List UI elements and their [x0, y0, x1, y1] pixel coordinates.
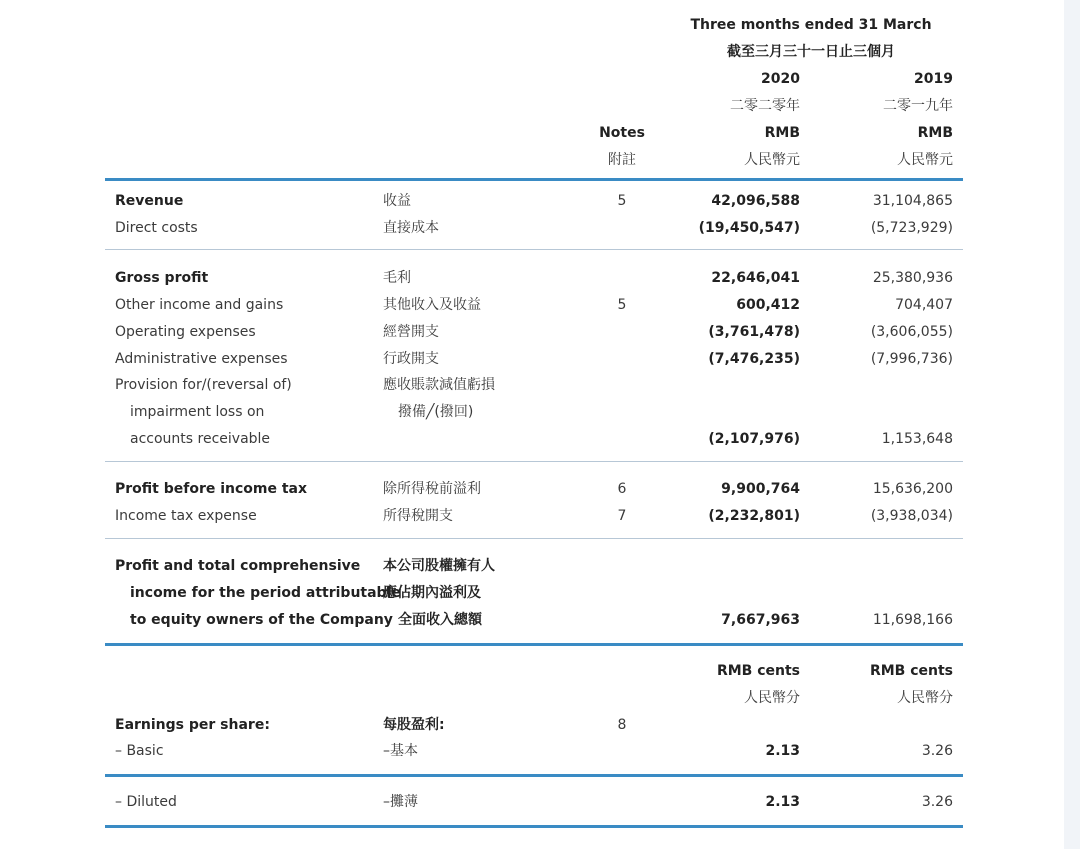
other-income-label-zh: 其他收入及收益	[383, 297, 481, 313]
admin-expenses-label-zh: 行政開支	[383, 351, 439, 367]
profit-total-2019: 11,698,166	[872, 612, 953, 628]
operating-expenses-label: Operating expenses	[115, 324, 256, 340]
eps-diluted-label: – Diluted	[115, 794, 177, 810]
profit-total-label-zh-line1: 本公司股權擁有人	[383, 558, 495, 574]
admin-expenses-2019: (7,996,736)	[870, 351, 953, 367]
profit-before-tax-2020: 9,900,764	[721, 481, 800, 497]
revenue-label: Revenue	[115, 193, 184, 209]
gross-profit-2020: 22,646,041	[711, 270, 800, 286]
direct-costs-label-zh: 直接成本	[383, 220, 439, 236]
provision-label-line2: impairment loss on	[130, 404, 265, 420]
direct-costs-2020: (19,450,547)	[698, 220, 800, 236]
profit-total-label-line3: to equity owners of the Company	[130, 612, 393, 628]
other-income-note: 5	[617, 297, 627, 313]
year-2020-header-zh: 二零二零年	[730, 98, 800, 114]
income-tax-label-zh: 所得稅開支	[383, 508, 453, 524]
provision-label-line3: accounts receivable	[130, 431, 271, 447]
header-rule	[105, 178, 963, 181]
revenue-note: 5	[617, 193, 627, 209]
bottom-rule	[105, 825, 963, 828]
currency-2019-header: RMB	[917, 125, 953, 141]
divider	[105, 461, 963, 462]
other-income-2020: 600,412	[736, 297, 800, 313]
provision-label-zh-line2: 撥備╱(撥回)	[398, 404, 474, 420]
admin-expenses-2020: (7,476,235)	[708, 351, 800, 367]
eps-unit-2019: RMB cents	[869, 663, 953, 679]
total-rule	[105, 643, 963, 646]
income-tax-2020: (2,232,801)	[708, 508, 800, 524]
provision-label-line1: Provision for/(reversal of)	[115, 377, 292, 393]
revenue-2020: 42,096,588	[711, 193, 800, 209]
admin-expenses-label: Administrative expenses	[115, 351, 288, 367]
eps-diluted-2020: 2.13	[765, 794, 800, 810]
provision-2020: (2,107,976)	[708, 431, 800, 447]
provision-label-zh-line1: 應收賬款減值虧損	[383, 377, 495, 393]
divider	[105, 249, 963, 250]
eps-unit-2020-zh: 人民幣分	[744, 690, 800, 706]
eps-diluted-2019: 3.26	[921, 794, 953, 810]
profit-before-tax-note: 6	[617, 481, 627, 497]
provision-2019: 1,153,648	[881, 431, 953, 447]
year-2020-header: 2020	[761, 71, 800, 87]
eps-basic-label: – Basic	[115, 743, 164, 759]
profit-total-label-line2: income for the period attributable	[130, 585, 401, 601]
revenue-label-zh: 收益	[383, 193, 411, 209]
period-header-zh: 截至三月三十一日止三個月	[727, 44, 895, 60]
profit-total-label-zh-line3: 全面收入總額	[398, 612, 482, 628]
income-tax-2019: (3,938,034)	[870, 508, 953, 524]
eps-unit-2019-zh: 人民幣分	[897, 690, 953, 706]
eps-note: 8	[617, 717, 627, 733]
profit-before-tax-label: Profit before income tax	[115, 481, 308, 497]
operating-expenses-2019: (3,606,055)	[870, 324, 953, 340]
eps-basic-label-zh: –基本	[383, 743, 418, 759]
other-income-label: Other income and gains	[115, 297, 284, 313]
gross-profit-2019: 25,380,936	[872, 270, 953, 286]
eps-basic-2019: 3.26	[921, 743, 953, 759]
income-tax-note: 7	[617, 508, 627, 524]
eps-label-zh: 每股盈利:	[383, 717, 445, 733]
direct-costs-2019: (5,723,929)	[870, 220, 953, 236]
year-2019-header-zh: 二零一九年	[883, 98, 953, 114]
profit-total-label-line1: Profit and total comprehensive	[115, 558, 361, 574]
operating-expenses-label-zh: 經營開支	[383, 324, 439, 340]
period-header-en: Three months ended 31 March	[690, 17, 932, 33]
currency-2020-header-zh: 人民幣元	[744, 152, 800, 168]
currency-2019-header-zh: 人民幣元	[897, 152, 953, 168]
divider	[105, 538, 963, 539]
other-income-2019: 704,407	[895, 297, 953, 313]
gross-profit-label: Gross profit	[115, 270, 209, 286]
profit-before-tax-label-zh: 除所得稅前溢利	[383, 481, 481, 497]
eps-unit-2020: RMB cents	[716, 663, 800, 679]
profit-before-tax-2019: 15,636,200	[872, 481, 953, 497]
operating-expenses-2020: (3,761,478)	[708, 324, 800, 340]
eps-basic-2020: 2.13	[765, 743, 800, 759]
currency-2020-header: RMB	[764, 125, 800, 141]
income-tax-label: Income tax expense	[115, 508, 257, 524]
notes-header: Notes	[599, 125, 645, 141]
gross-profit-label-zh: 毛利	[383, 270, 411, 286]
notes-header-zh: 附註	[608, 152, 636, 168]
eps-rule	[105, 774, 963, 777]
direct-costs-label: Direct costs	[115, 220, 198, 236]
profit-total-label-zh-line2: 應佔期內溢利及	[383, 585, 481, 601]
profit-total-2020: 7,667,963	[721, 612, 800, 628]
year-2019-header: 2019	[914, 71, 953, 87]
eps-diluted-label-zh: –攤薄	[383, 794, 418, 810]
eps-label: Earnings per share:	[115, 717, 270, 733]
revenue-2019: 31,104,865	[872, 193, 953, 209]
